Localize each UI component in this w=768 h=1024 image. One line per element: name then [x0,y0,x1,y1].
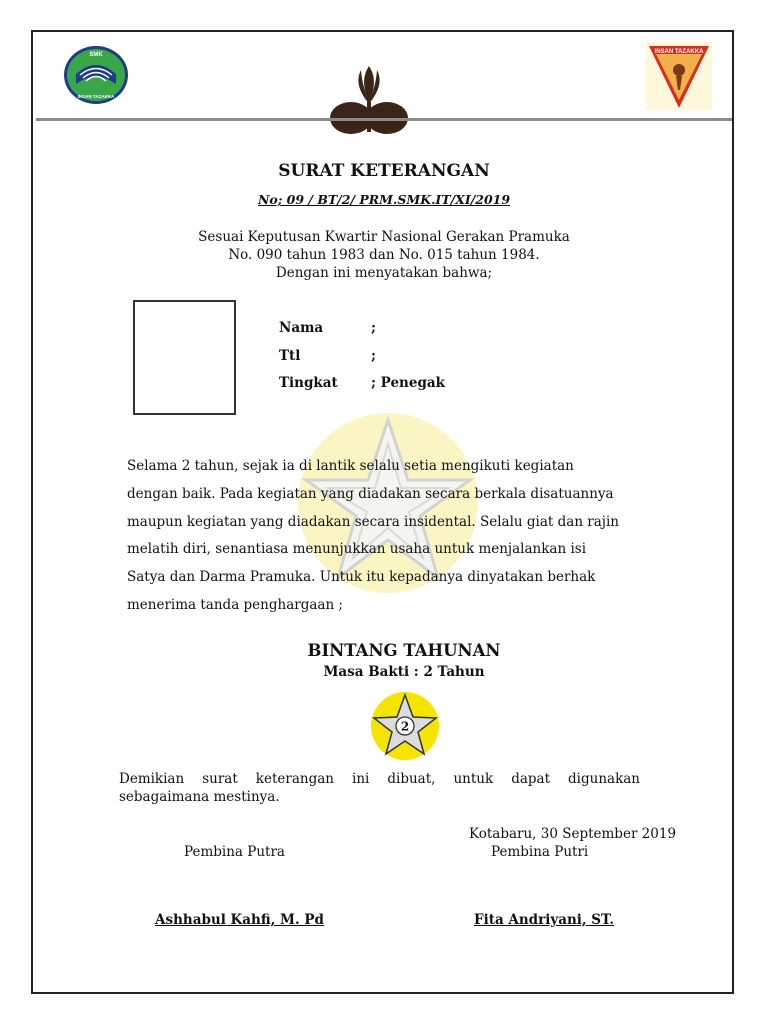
intro-line: Dengan ini menyatakan bahwa; [275,265,493,281]
intro-line: Sesuai Keputusan Kwartir Nasional Gerakan Pramuka [198,229,570,245]
signatory-role-putra: Pembina Putra [184,844,285,860]
svg-text:SMK: SMK [89,52,103,58]
document-title: SURAT KETERANGAN [278,161,490,181]
place-date: Kotabaru, 30 September 2019 [469,826,677,842]
body-line: melatih diri, senantiasa menunjukkan usaha untuk menjalankan isi [127,541,587,558]
svg-text:INSAN TAZAKKA: INSAN TAZAKKA [654,49,704,55]
field-value-tingkat: ; Penegak [371,375,446,391]
tunas-kelapa-emblem [328,60,410,138]
svg-text:2: 2 [400,719,410,734]
insan-tazakka-badge [646,42,712,110]
smk-logo [62,44,130,106]
signatory-name-putri: Fita Andriyani, ST. [474,912,615,928]
closing-line: Demikian surat keterangan ini dibuat, untuk dapat digunakan [119,771,640,787]
document-number: No; 09 / BT/2/ PRM.SMK.IT/XI/2019 [257,192,511,207]
photo-placeholder [133,300,236,415]
award-star-badge-icon [370,691,440,761]
body-line: dengan baik. Pada kegiatan yang diadakan secara berkala disatuannya [127,485,614,502]
body-line: Selama 2 tahun, sejak ia di lantik selalu setia mengikuti kegiatan [127,458,574,474]
svg-text:INSAN TAZAKKA: INSAN TAZAKKA [77,94,115,99]
field-label-tingkat: Tingkat [279,375,338,391]
field-label-nama: Nama [279,320,324,336]
intro-paragraph [0,228,768,282]
header-divider [36,118,732,121]
body-paragraph [127,453,640,620]
closing-paragraph [119,770,640,806]
closing-line: sebagaimana mestinya. [119,789,280,805]
body-line: Satya dan Darma Pramuka. Untuk itu kepadanya dinyatakan berhak [127,569,596,586]
field-label-ttl: Ttl [279,348,301,364]
field-value-ttl: ; [371,348,376,364]
body-line: menerima tanda penghargaan ; [127,596,343,613]
award-title: BINTANG TAHUNAN [307,641,501,660]
field-value-nama: ; [371,320,376,336]
service-period: Masa Bakti : 2 Tahun [323,664,485,680]
signatory-role-putri: Pembina Putri [491,844,589,860]
body-line: maupun kegiatan yang diadakan secara insidental. Selalu giat dan rajin [127,513,620,530]
intro-line: No. 090 tahun 1983 dan No. 015 tahun 1984. [228,247,540,263]
signatory-name-putra: Ashhabul Kahfi, M. Pd [155,912,324,928]
